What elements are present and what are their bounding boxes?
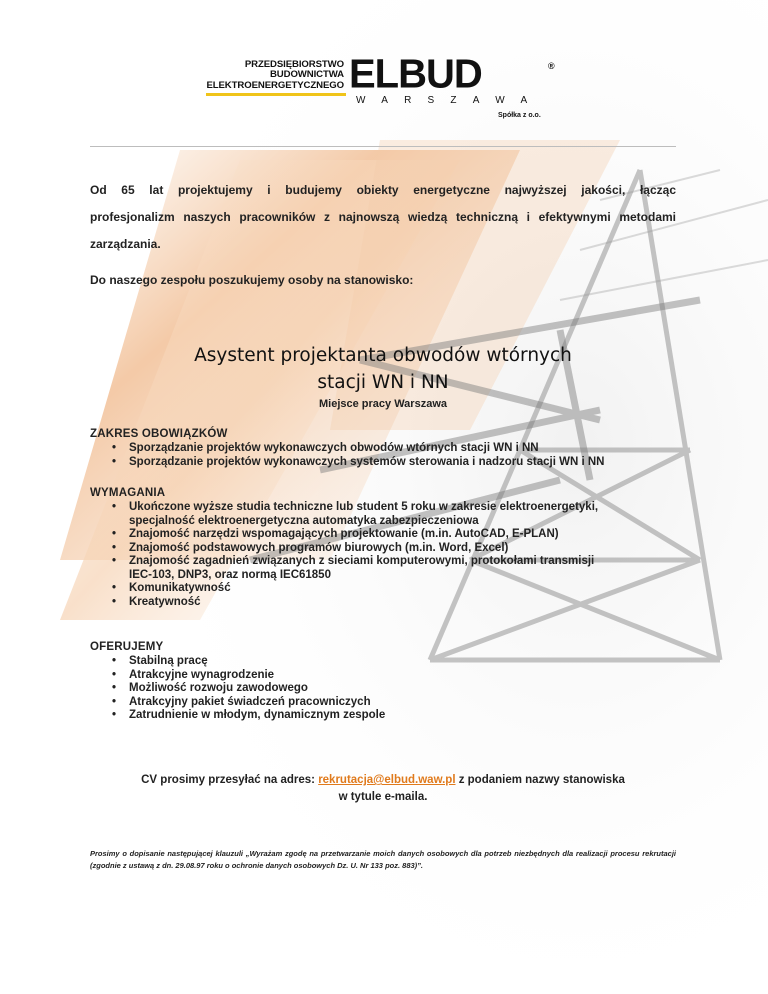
- job-title: [90, 342, 676, 396]
- list-item-text: Znajomość zagadnień związanych z sieciami komputerowymi, protokołami transmisji: [129, 555, 595, 567]
- company-logo: [206, 51, 556, 128]
- intro-line-3: zarządzania.: [90, 237, 161, 251]
- duties-heading: ZAKRES OBOWIĄZKÓW: [90, 428, 228, 440]
- list-item: [90, 709, 690, 723]
- bullet-icon: •: [112, 541, 117, 554]
- list-item: [90, 596, 690, 610]
- bullet-icon: •: [112, 668, 117, 681]
- list-item: [90, 669, 690, 683]
- duties-list: [90, 442, 690, 469]
- logo-registered-mark: ®: [548, 61, 555, 71]
- job-title-line-1: Asystent projektanta obwodów wtórnych: [194, 345, 572, 366]
- list-item-text: Sporządzanie projektów wykonawczych obwodów wtórnych stacji WN i NN: [129, 442, 539, 454]
- bullet-icon: •: [112, 501, 117, 513]
- cv-line-2: w tytule e-maila.: [338, 791, 428, 803]
- list-item-text: Sporządzanie projektów wykonawczych systemów sterowania i nadzoru stacji WN i NN: [129, 455, 605, 468]
- list-item-text: Ukończone wyższe studia techniczne lub student 5 roku w zakresie elektroenergetyki,: [129, 501, 599, 513]
- list-item-text-continued: IEC-103, DNP3, oraz normą IEC61850: [129, 568, 331, 581]
- logo-line-2: BUDOWNICTWA: [269, 69, 344, 81]
- list-item: [90, 555, 690, 582]
- bullet-icon: •: [112, 555, 117, 567]
- logo-yellow-bar: [206, 93, 346, 96]
- bullet-icon: •: [112, 582, 117, 594]
- logo-text-lines: [206, 60, 344, 91]
- list-item: [90, 696, 690, 710]
- intro-paragraph: [90, 177, 676, 258]
- work-location: Miejsce pracy Warszawa: [319, 398, 447, 410]
- bullet-icon: •: [112, 655, 117, 667]
- list-item-text: Znajomość narzędzi wspomagających projektowanie (m.in. AutoCAD, E-PLAN): [129, 528, 559, 540]
- bullet-icon: •: [112, 682, 117, 694]
- looking-for-text: Do naszego zespołu poszukujemy osoby na stanowisko:: [90, 273, 414, 287]
- list-item-text: Atrakcyjny pakiet świadczeń pracowniczych: [129, 695, 371, 708]
- consent-clause: Prosimy o dopisanie następującej klauzuli „Wyrażam zgodę na przetwarzanie moich danych osobowych dla potrzeb niezbędnych dla realizacji procesu rekrutacji (zgodnie z ustawą z dn. 29.08.97 roku o ochronie danych osobowych Dz. U. Nr 133 poz. 883)”.: [90, 849, 676, 870]
- bullet-icon: •: [112, 595, 117, 608]
- email-link[interactable]: rekrutacja@elbud.waw.pl: [318, 774, 456, 786]
- list-item-text: Możliwość rozwoju zawodowego: [129, 682, 308, 694]
- list-item-text: Stabilną pracę: [129, 655, 208, 667]
- bullet-icon: •: [112, 709, 117, 721]
- list-item: [90, 542, 690, 556]
- job-title-line-2: stacji WN i NN: [317, 372, 449, 393]
- cv-line-1: [90, 772, 676, 789]
- logo-line-3: ELEKTROENERGETYCZNEGO: [206, 79, 344, 91]
- requirements-heading: WYMAGANIA: [90, 487, 166, 499]
- cv-prefix: CV prosimy przesyłać na adres:: [141, 774, 319, 786]
- logo-city: WARSZAWA: [356, 95, 544, 106]
- list-item: [90, 655, 690, 669]
- cv-suffix: z podaniem nazwy stanowiska: [455, 774, 625, 786]
- list-item-text: Komunikatywność: [129, 582, 231, 594]
- list-item: [90, 582, 690, 596]
- list-item-text: Znajomość podstawowych programów biurowych (m.in. Word, Excel): [129, 541, 509, 554]
- bullet-icon: •: [112, 442, 117, 454]
- bullet-icon: •: [112, 528, 117, 540]
- header-divider: [90, 146, 676, 147]
- intro-line-2: profesjonalizm naszych pracowników z najnowszą wiedzą techniczną i efektywnymi metodami: [90, 210, 676, 224]
- requirements-list: [90, 501, 690, 609]
- list-item-text: Kreatywność: [129, 595, 201, 608]
- list-item: [90, 528, 690, 542]
- offer-heading: OFERUJEMY: [90, 641, 164, 653]
- logo-line-1: PRZEDSIĘBIORSTWO: [244, 59, 344, 70]
- intro-line-1: Od 65 lat projektujemy i budujemy obiekty energetyczne najwyższej jakości, łącząc: [90, 183, 676, 197]
- list-item: [90, 682, 690, 696]
- logo-company-form: Spółka z o.o.: [498, 112, 541, 119]
- bullet-icon: •: [112, 455, 117, 468]
- list-item: [90, 456, 690, 470]
- offer-list: [90, 655, 690, 723]
- list-item-text: Atrakcyjne wynagrodzenie: [129, 668, 275, 681]
- list-item: [90, 442, 690, 456]
- logo-brand: ELBUD: [349, 51, 482, 97]
- list-item-text: Zatrudnienie w młodym, dynamicznym zespole: [129, 709, 386, 721]
- list-item-text-continued: specjalność elektroenergetyczna automatyka zabezpieczeniowa: [129, 514, 479, 527]
- cv-instructions: [90, 772, 676, 806]
- bullet-icon: •: [112, 695, 117, 708]
- list-item: [90, 501, 690, 528]
